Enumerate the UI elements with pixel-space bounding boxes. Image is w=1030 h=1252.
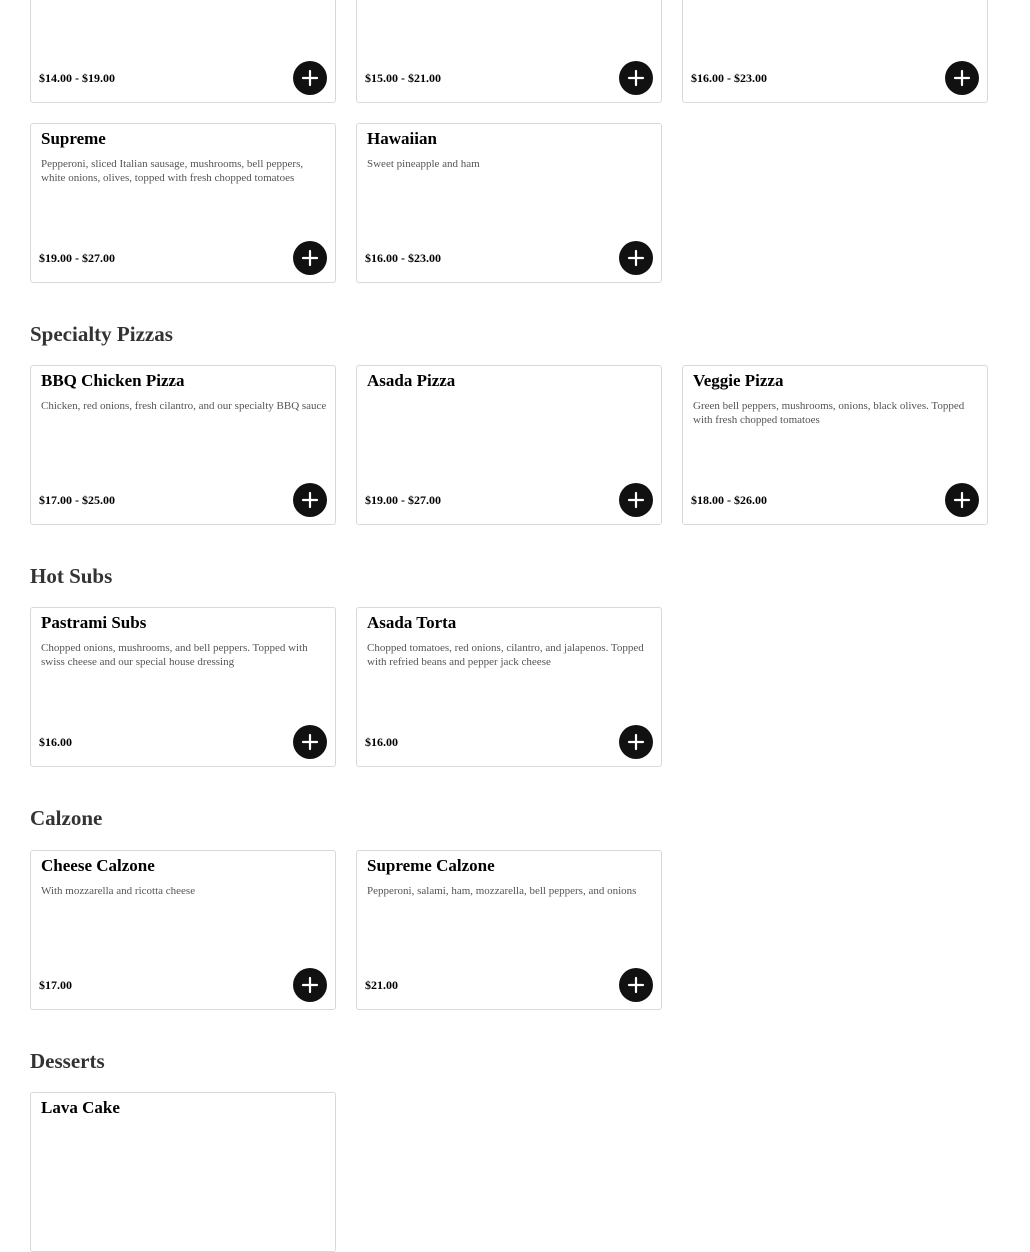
section-title: Calzone bbox=[30, 806, 103, 830]
menu-item-card[interactable] bbox=[356, 850, 662, 1010]
plus-icon bbox=[293, 61, 327, 95]
item-description: Chicken, red onions, fresh cilantro, and our specialty BBQ sauce bbox=[41, 400, 327, 412]
add-to-cart-button[interactable] bbox=[619, 241, 653, 275]
add-to-cart-button[interactable] bbox=[945, 61, 979, 95]
item-description: With mozzarella and ricotta cheese bbox=[41, 885, 196, 897]
section-title: Desserts bbox=[30, 1049, 105, 1073]
menu-item-card[interactable] bbox=[682, 0, 988, 103]
menu-item-card[interactable] bbox=[356, 123, 662, 283]
add-to-cart-button[interactable] bbox=[619, 61, 653, 95]
item-price: $15.00 - $21.00 bbox=[365, 71, 441, 85]
item-price: $16.00 bbox=[365, 735, 398, 749]
item-name: Hawaiian bbox=[367, 129, 437, 148]
plus-icon bbox=[619, 241, 653, 275]
add-to-cart-button[interactable] bbox=[293, 725, 327, 759]
item-name: Cheese Calzone bbox=[41, 856, 155, 875]
section-title: Hot Subs bbox=[30, 564, 113, 588]
add-to-cart-button[interactable] bbox=[945, 483, 979, 517]
menu-item-card[interactable] bbox=[682, 365, 988, 525]
plus-icon bbox=[619, 725, 653, 759]
item-name: Pastrami Subs bbox=[41, 613, 147, 632]
add-to-cart-button[interactable] bbox=[293, 968, 327, 1002]
plus-icon bbox=[293, 725, 327, 759]
menu-item-card[interactable] bbox=[30, 850, 336, 1010]
item-price: $21.00 bbox=[365, 978, 398, 992]
plus-icon bbox=[619, 483, 653, 517]
item-description: Pepperoni, salami, ham, mozzarella, bell peppers, and onions bbox=[367, 885, 637, 897]
item-name: BBQ Chicken Pizza bbox=[41, 371, 185, 390]
item-price: $14.00 - $19.00 bbox=[39, 71, 115, 85]
item-price: $17.00 - $25.00 bbox=[39, 493, 115, 507]
plus-icon bbox=[293, 241, 327, 275]
item-description: Green bell peppers, mushrooms, onions, black olives. Topped with fresh chopped tomatoes bbox=[693, 400, 965, 426]
item-description: Chopped tomatoes, red onions, cilantro, and jalapenos. Topped with refried beans and pepper jack cheese bbox=[367, 642, 644, 668]
item-description: Pepperoni, sliced Italian sausage, mushrooms, bell peppers, white onions, olives, topped with fresh chopped tomatoes bbox=[41, 158, 304, 184]
item-price: $17.00 bbox=[39, 978, 72, 992]
plus-icon bbox=[945, 483, 979, 517]
add-to-cart-button[interactable] bbox=[619, 483, 653, 517]
item-name: Asada Torta bbox=[367, 613, 457, 632]
item-name: Lava Cake bbox=[41, 1098, 120, 1117]
item-description: Chopped onions, mushrooms, and bell peppers. Topped with swiss cheese and our special house dressing bbox=[41, 642, 308, 668]
add-to-cart-button[interactable] bbox=[619, 968, 653, 1002]
item-price: $19.00 - $27.00 bbox=[365, 493, 441, 507]
item-name: Veggie Pizza bbox=[693, 371, 784, 390]
add-to-cart-button[interactable] bbox=[293, 61, 327, 95]
plus-icon bbox=[293, 968, 327, 1002]
item-price: $18.00 - $26.00 bbox=[691, 493, 767, 507]
item-price: $16.00 bbox=[39, 735, 72, 749]
add-to-cart-button[interactable] bbox=[293, 241, 327, 275]
item-price: $16.00 - $23.00 bbox=[691, 71, 767, 85]
item-price: $19.00 - $27.00 bbox=[39, 251, 115, 265]
item-name: Supreme Calzone bbox=[367, 856, 495, 875]
item-description: Sweet pineapple and ham bbox=[367, 158, 480, 170]
item-name: Supreme bbox=[41, 129, 106, 148]
plus-icon bbox=[619, 968, 653, 1002]
menu-item-card[interactable] bbox=[30, 607, 336, 767]
menu-item-card[interactable] bbox=[30, 365, 336, 525]
section-title: Specialty Pizzas bbox=[30, 322, 173, 346]
plus-icon bbox=[945, 61, 979, 95]
menu-item-card[interactable] bbox=[30, 1092, 336, 1252]
menu-item-card[interactable] bbox=[30, 0, 336, 103]
add-to-cart-button[interactable] bbox=[619, 725, 653, 759]
add-to-cart-button[interactable] bbox=[293, 483, 327, 517]
item-name: Asada Pizza bbox=[367, 371, 456, 390]
item-price: $16.00 - $23.00 bbox=[365, 251, 441, 265]
menu-item-card[interactable] bbox=[356, 365, 662, 525]
menu-item-card[interactable] bbox=[356, 607, 662, 767]
plus-icon bbox=[619, 61, 653, 95]
menu-item-card[interactable] bbox=[30, 123, 336, 283]
menu-item-card[interactable] bbox=[356, 0, 662, 103]
plus-icon bbox=[293, 483, 327, 517]
